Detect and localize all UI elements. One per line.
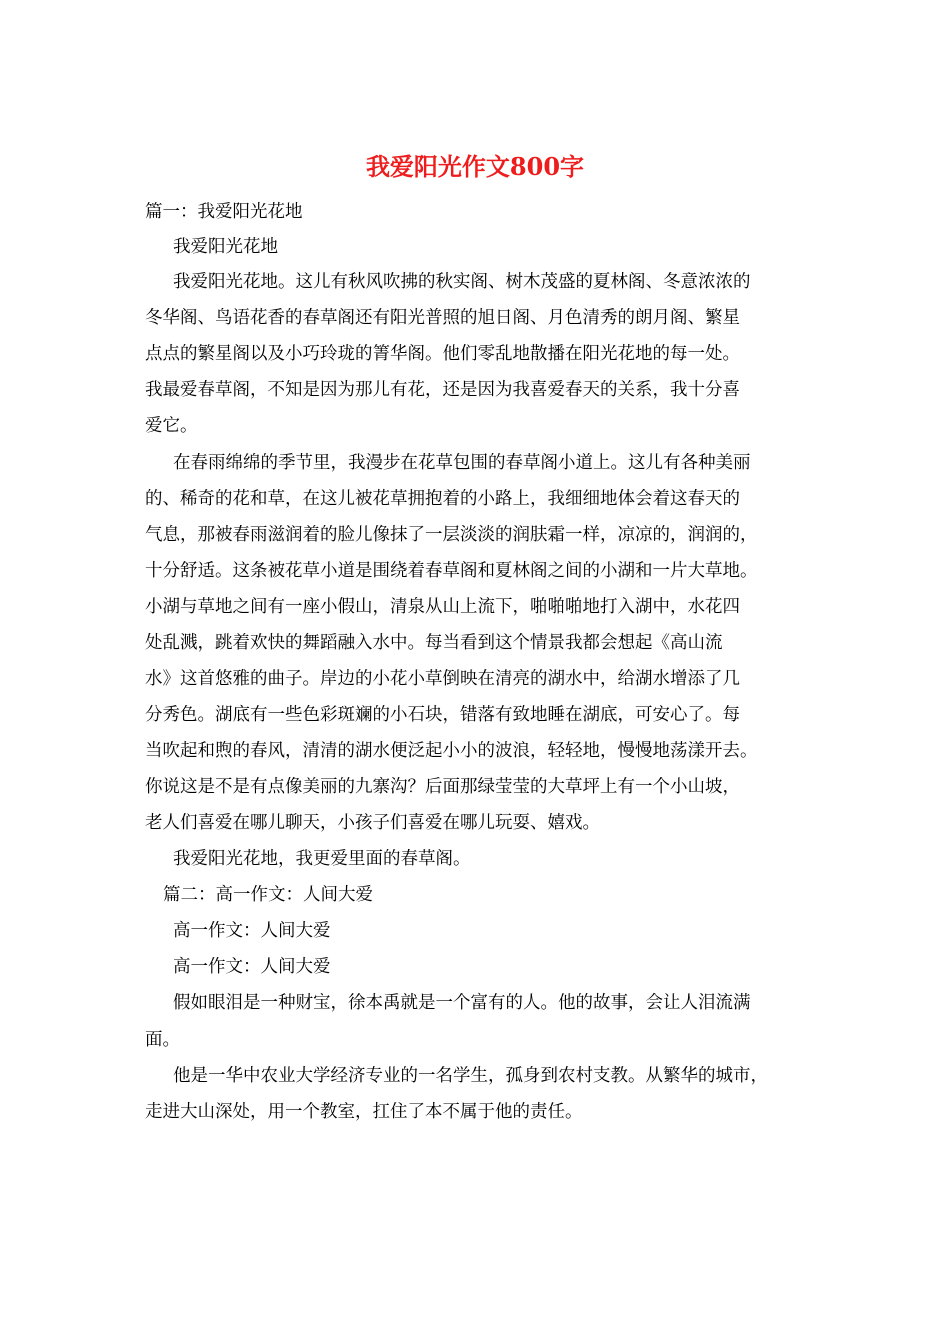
section-subtitle: 高一作文：人间大爱	[173, 957, 331, 977]
paragraph-line: 我最爱春草阁，不知是因为那儿有花，还是因为我喜爱春天的关系，我十分喜	[145, 380, 740, 400]
paragraph-line: 我爱阳光花地，我更爱里面的春草阁。	[173, 849, 471, 869]
paragraph-line: 水》这首悠雅的曲子。岸边的小花小草倒映在清亮的湖水中，给湖水增添了几	[145, 669, 740, 689]
paragraph-line: 气息，那被春雨滋润着的脸儿像抹了一层淡淡的润肤霜一样，凉凉的，润润的，	[145, 525, 758, 545]
paragraph-line: 点点的繁星阁以及小巧玲珑的箐华阁。他们零乱地散播在阳光花地的每一处。	[145, 344, 740, 364]
paragraph-line: 十分舒适。这条被花草小道是围绕着春草阁和夏林阁之间的小湖和一片大草地。	[145, 561, 758, 581]
paragraph-line: 小湖与草地之间有一座小假山，清泉从山上流下，啪啪啪地打入湖中，水花四	[145, 597, 740, 617]
paragraph-line: 你说这是不是有点像美丽的九寨沟？后面那绿莹莹的大草坪上有一个小山坡，	[145, 777, 740, 797]
section-subtitle: 高一作文：人间大爱	[173, 921, 331, 941]
section-subtitle: 我爱阳光花地	[173, 237, 278, 257]
paragraph-line: 爱它。	[145, 416, 198, 436]
section-heading: 篇一：我爱阳光花地	[145, 202, 303, 222]
paragraph-line: 我爱阳光花地。这儿有秋风吹拂的秋实阁、树木茂盛的夏林阁、冬意浓浓的	[173, 272, 751, 292]
paragraph-line: 他是一华中农业大学经济专业的一名学生，孤身到农村支教。从繁华的城市，	[173, 1066, 768, 1086]
paragraph-line: 走进大山深处，用一个教室，扛住了本不属于他的责任。	[145, 1102, 583, 1122]
paragraph-line: 的、稀奇的花和草，在这儿被花草拥抱着的小路上，我细细地体会着这春天的	[145, 489, 740, 509]
section-heading: 篇二：高一作文：人间大爱	[163, 885, 373, 905]
paragraph-line: 处乱溅，跳着欢快的舞蹈融入水中。每当看到这个情景我都会想起《高山流	[145, 633, 723, 653]
paragraph-line: 假如眼泪是一种财宝，徐本禹就是一个富有的人。他的故事，会让人泪流满	[173, 993, 751, 1013]
paragraph-line: 老人们喜爱在哪儿聊天，小孩子们喜爱在哪儿玩耍、嬉戏。	[145, 813, 600, 833]
paragraph-line: 面。	[145, 1030, 180, 1050]
paragraph-line: 分秀色。湖底有一些色彩斑斓的小石块，错落有致地睡在湖底，可安心了。每	[145, 705, 740, 725]
paragraph-line: 冬华阁、鸟语花香的春草阁还有阳光普照的旭日阁、月色清秀的朗月阁、繁星	[145, 308, 740, 328]
paragraph-line: 在春雨绵绵的季节里，我漫步在花草包围的春草阁小道上。这儿有各种美丽	[173, 453, 751, 473]
paragraph-line: 当吹起和煦的春风，清清的湖水便泛起小小的波浪，轻轻地，慢慢地荡漾开去。	[145, 741, 758, 761]
document-title: 我爱阳光作文800字	[365, 152, 585, 181]
